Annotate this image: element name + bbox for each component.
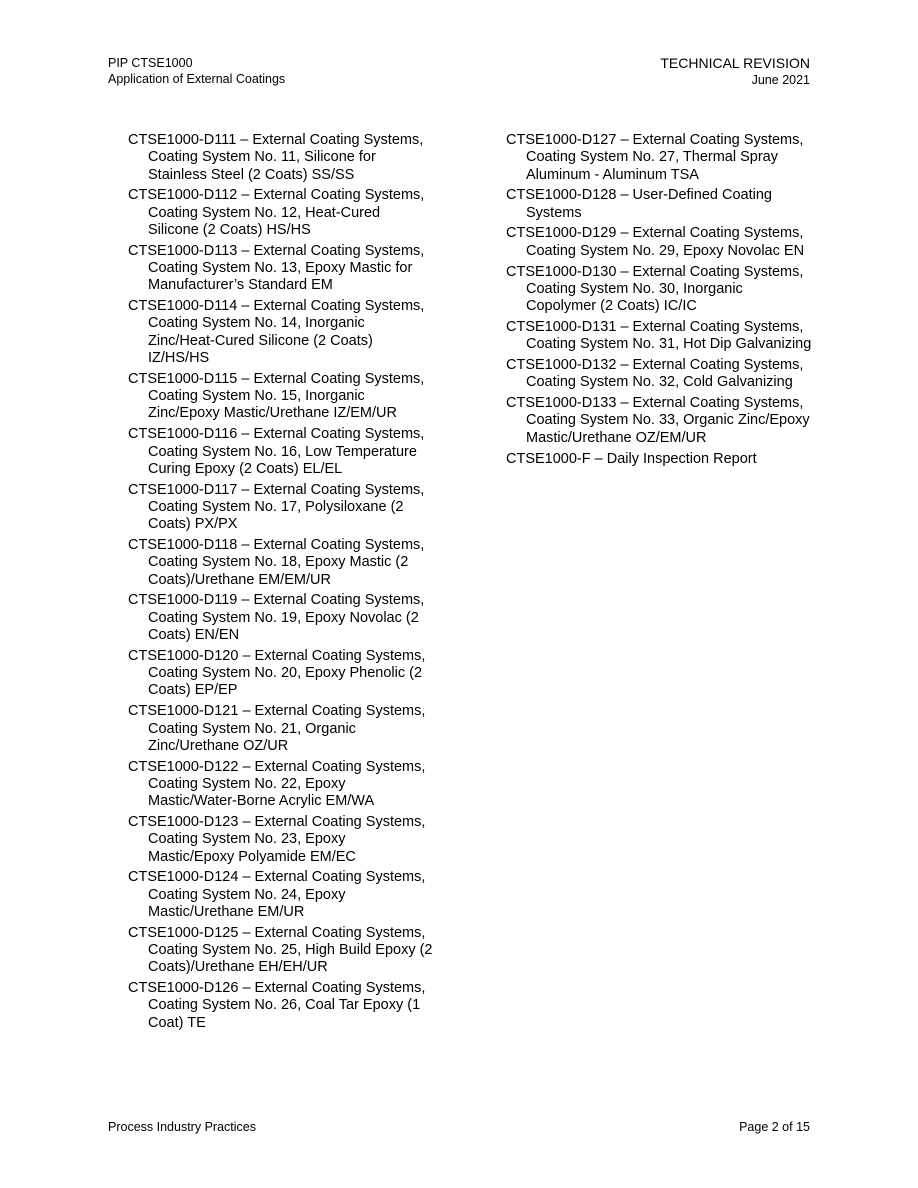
list-item: CTSE1000-D126 – External Coating Systems, Coating System No. 26, Coal Tar Epoxy (1 Coat) TE	[128, 980, 426, 1031]
list-item: CTSE1000-D116 – External Coating Systems, Coating System No. 16, Low Temperature Curing Epoxy (2 Coats) EL/EL	[128, 426, 425, 477]
list-item: CTSE1000-D113 – External Coating Systems, Coating System No. 13, Epoxy Mastic for Manufacturer’s Standard EM	[128, 242, 425, 294]
footer-publisher: Process Industry Practices	[108, 1120, 256, 1134]
header-left	[108, 55, 285, 87]
list-item: CTSE1000-D127 – External Coating Systems, Coating System No. 27, Thermal Spray Aluminum - Aluminum TSA	[506, 132, 804, 183]
doc-title: Application of External Coatings	[108, 72, 286, 86]
list-item: CTSE1000-F – Daily Inspection Report	[506, 450, 757, 467]
left-column	[128, 132, 433, 1036]
list-item: CTSE1000-D119 – External Coating Systems, Coating System No. 19, Epoxy Novolac (2 Coats) EN/EN	[128, 592, 425, 644]
list-item: CTSE1000-D121 – External Coating Systems, Coating System No. 21, Organic Zinc/Urethane OZ/UR	[128, 703, 426, 754]
list-item: CTSE1000-D114 – External Coating Systems, Coating System No. 14, Inorganic Zinc/Heat-Cured Silicone (2 Coats) IZ/HS/HS	[128, 298, 425, 367]
list-item: CTSE1000-D115 – External Coating Systems, Coating System No. 15, Inorganic Zinc/Epoxy Mastic/Urethane IZ/EM/UR	[128, 370, 425, 422]
doc-id: PIP CTSE1000	[108, 56, 193, 70]
list-item: CTSE1000-D117 – External Coating Systems, Coating System No. 17, Polysiloxane (2 Coats) PX/PX	[128, 481, 425, 533]
list-item: CTSE1000-D122 – External Coating Systems, Coating System No. 22, Epoxy Mastic/Water-Borne Acrylic EM/WA	[128, 758, 426, 810]
revision-label: TECHNICAL REVISION	[660, 55, 810, 71]
right-column	[506, 132, 816, 471]
footer-page-number: Page 2 of 15	[739, 1120, 810, 1134]
list-item: CTSE1000-D133 – External Coating Systems, Coating System No. 33, Organic Zinc/Epoxy Mastic/Urethane OZ/EM/UR	[506, 395, 810, 446]
revision-date: June 2021	[751, 73, 810, 87]
list-item: CTSE1000-D124 – External Coating Systems, Coating System No. 24, Epoxy Mastic/Urethane EM/UR	[128, 869, 426, 920]
list-item: CTSE1000-D132 – External Coating Systems, Coating System No. 32, Cold Galvanizing	[506, 357, 804, 391]
list-item: CTSE1000-D112 – External Coating Systems, Coating System No. 12, Heat-Cured Silicone (2 Coats) HS/HS	[128, 187, 425, 238]
list-item: CTSE1000-D129 – External Coating Systems, Coating System No. 29, Epoxy Novolac EN	[506, 225, 805, 259]
list-item: CTSE1000-D118 – External Coating Systems, Coating System No. 18, Epoxy Mastic (2 Coats)/Urethane EM/EM/UR	[128, 537, 425, 588]
list-item: CTSE1000-D130 – External Coating Systems, Coating System No. 30, Inorganic Copolymer (2 Coats) IC/IC	[506, 263, 804, 315]
list-item: CTSE1000-D120 – External Coating Systems, Coating System No. 20, Epoxy Phenolic (2 Coats) EP/EP	[128, 647, 426, 699]
list-item: CTSE1000-D125 – External Coating Systems, Coating System No. 25, High Build Epoxy (2 Coats)/Urethane EH/EH/UR	[128, 924, 433, 976]
list-item: CTSE1000-D128 – User-Defined Coating Systems	[506, 187, 772, 221]
list-item: CTSE1000-D131 – External Coating Systems, Coating System No. 31, Hot Dip Galvanizing	[506, 318, 812, 353]
list-item: CTSE1000-D111 – External Coating Systems, Coating System No. 11, Silicone for Stainless Steel (2 Coats) SS/SS	[128, 132, 424, 183]
header-right	[660, 55, 810, 88]
list-item: CTSE1000-D123 – External Coating Systems, Coating System No. 23, Epoxy Mastic/Epoxy Polyamide EM/EC	[128, 813, 426, 865]
